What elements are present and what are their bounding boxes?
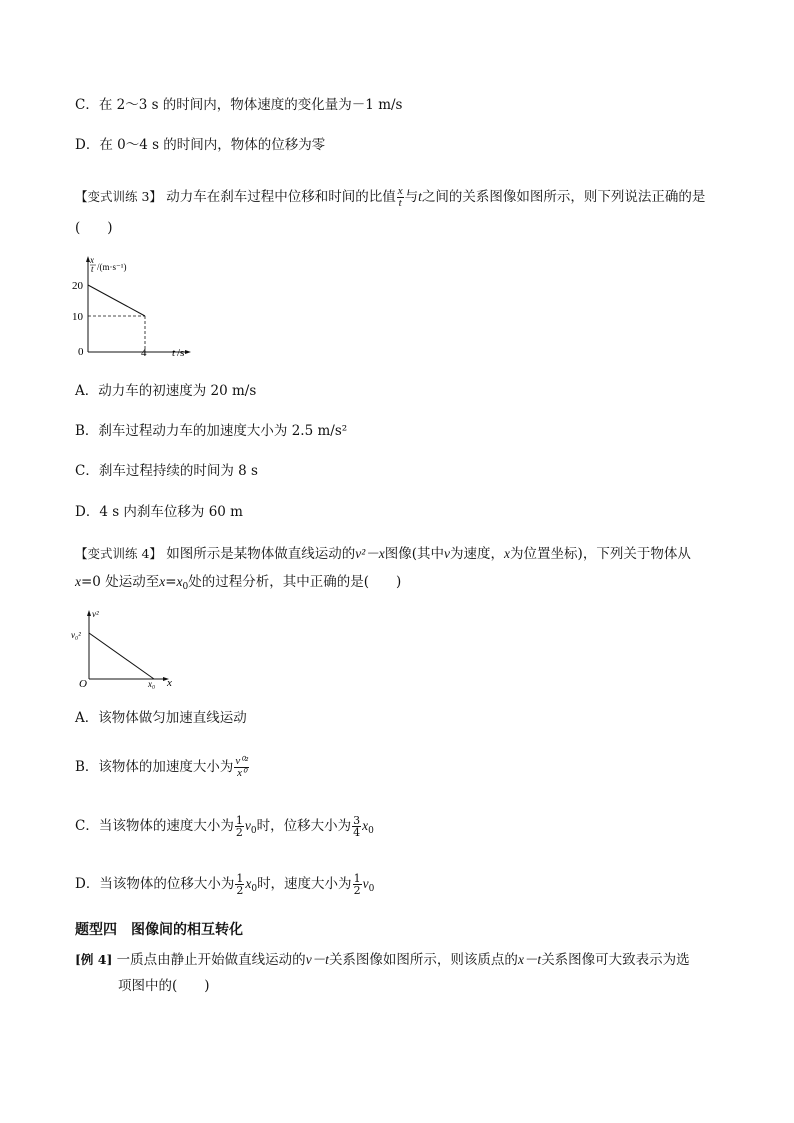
- xmark: x₀: [148, 679, 156, 689]
- origin-label: O: [79, 678, 87, 690]
- ymark: v₀²: [71, 630, 81, 640]
- q3-fraction: $\frac{x}{t}$: [397, 185, 403, 209]
- q3-option-d: D．4 s 内刹车位移为 60 m: [75, 504, 243, 520]
- option-d-prev: D．在 0～4 s 的时间内，物体的位移为零: [75, 137, 326, 153]
- q4-stem-line2: x=0 处运动至$x=x_0$处的过程分析，其中正确的是( ): [75, 574, 402, 592]
- xlabel: t: [172, 347, 176, 359]
- ylabel-unit: /(m·s⁻¹): [97, 262, 127, 272]
- ylabel-num: x: [90, 255, 94, 265]
- graph-v2-vs-x: [70, 605, 180, 690]
- data-line: [89, 633, 154, 679]
- q3-option-a: A．动力车的初速度为 20 m/s: [75, 383, 257, 399]
- q3-option-b: B．刹车过程动力车的加速度大小为 2.5 m/s²: [75, 423, 348, 439]
- q3-option-c: C．刹车过程持续的时间为 8 s: [75, 463, 258, 479]
- ylabel: v²: [92, 609, 99, 619]
- q4-option-d: D．当该物体的位移大小为 $\frac{1}{2}$ $x_0$时，速度大小为 $\frac{1}{2}$ $v_0$: [75, 872, 375, 897]
- q4-tag: 【变式训练 4】: [75, 546, 162, 561]
- graph-xt-vs-t: [70, 255, 200, 365]
- xtick-4: 4: [141, 347, 147, 359]
- ytick-20: 20: [72, 280, 83, 292]
- data-line: [88, 285, 145, 316]
- option-c-prev: C．在 2～3 s 的时间内，物体速度的变化量为－1 m/s: [75, 97, 403, 113]
- q4-option-b: B．该物体的加速度大小为 $\frac{\text{v⁰²}}{\text{x⁰}}$: [75, 755, 249, 779]
- q3-paren: ( ): [75, 220, 113, 236]
- example-4-line2: 项图中的( ): [118, 978, 210, 994]
- example-4-tag: [例 4]: [75, 952, 113, 967]
- q4-stem: 【变式训练 4】 如图所示是某物体做直线运动的v²－x图像(其中v为速度，x为位置坐标)，下列关于物体从: [75, 546, 691, 562]
- ylabel-den: t: [91, 264, 94, 274]
- q4-optb-fraction: $\frac{\text{v⁰²}}{\text{x⁰}}$: [235, 755, 249, 779]
- xlabel: x: [167, 677, 172, 689]
- ytick-10: 10: [72, 311, 83, 323]
- q4-option-a: A．该物体做匀加速直线运动: [75, 710, 247, 726]
- example-4-stem: [例 4] 一质点由静止开始做直线运动的v－t关系图像如图所示，则该质点的x－t关系图像可大致表示为选: [75, 952, 690, 968]
- q3-stem: 【变式训练 3】 动力车在刹车过程中位移和时间的比值 $\frac{x}{t}$ 与t之间的关系图像如图所示，则下列说法正确的是: [75, 185, 706, 209]
- section-title: 题型四 图像间的相互转化: [75, 922, 243, 938]
- origin-label: 0: [78, 346, 84, 358]
- q3-tag: 【变式训练 3】: [75, 189, 162, 204]
- xunit: /s: [177, 347, 185, 359]
- q4-option-c: C．当该物体的速度大小为 $\frac{1}{2}$ $v_0$时，位移大小为 $\frac{3}{4}$ $x_0$: [75, 814, 374, 839]
